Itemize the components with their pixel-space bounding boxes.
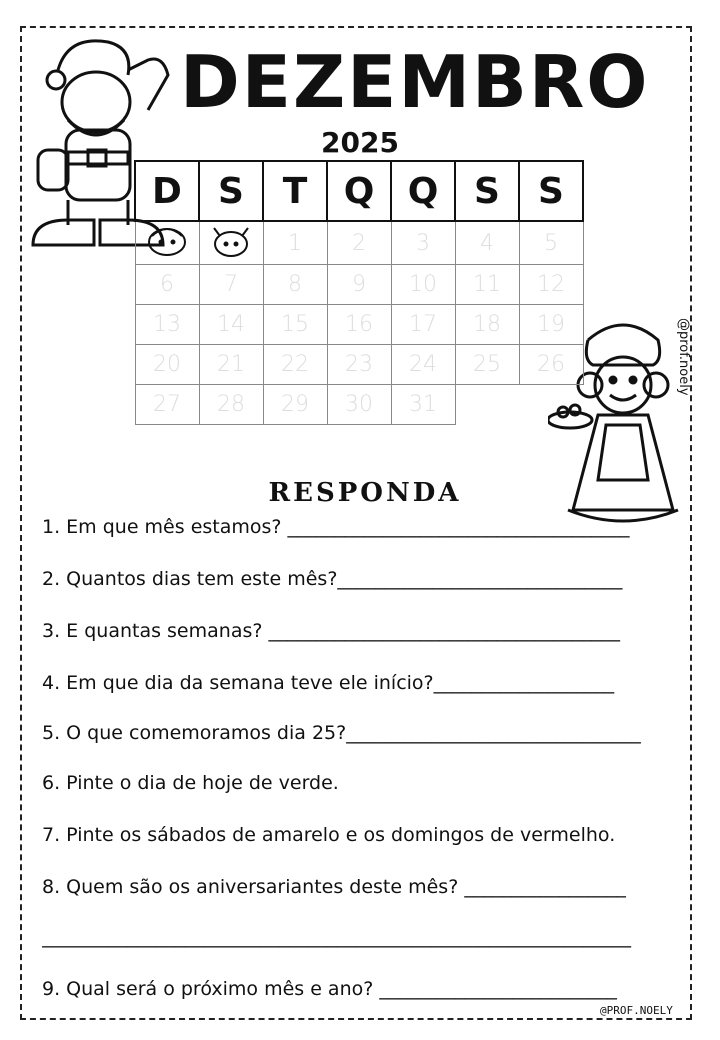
calendar-day-cell: 12 (519, 265, 583, 305)
question-9: 9. Qual será o próximo mês e ano? _________________________ (42, 978, 617, 1000)
year-label: 2025 (321, 126, 399, 159)
calendar-day-cell: 23 (327, 345, 391, 385)
question-5: 5. O que comemoramos dia 25?_______________________________ (42, 722, 641, 744)
calendar-day-cell: 19 (519, 305, 583, 345)
calendar-day-cell (135, 221, 199, 265)
question-8: 8. Quem são os aniversariantes deste mês? _________________ (42, 876, 626, 898)
calendar-day-cell: 27 (135, 385, 199, 425)
calendar-day-cell: 3 (391, 221, 455, 265)
calendar-day-cell: 31 (391, 385, 455, 425)
calendar-day-cell: 14 (199, 305, 263, 345)
calendar-day-cell: 1 (263, 221, 327, 265)
weekday-header: S (455, 161, 519, 221)
weekday-header: S (519, 161, 583, 221)
section-title: RESPONDA (268, 478, 462, 508)
calendar-day-cell: 29 (263, 385, 327, 425)
weekday-header-row (135, 161, 583, 221)
calendar-day-cell: 15 (263, 305, 327, 345)
calendar-day-cell: 21 (199, 345, 263, 385)
calendar-day-cell: 24 (391, 345, 455, 385)
calendar-day-cell: 9 (327, 265, 391, 305)
calendar-day-cell: 8 (263, 265, 327, 305)
calendar-day-cell: 18 (455, 305, 519, 345)
reindeer-face-icon (208, 222, 254, 258)
weekday-header: Q (327, 161, 391, 221)
side-credit: @prof.noely (676, 318, 691, 396)
calendar-day-cell: 2 (327, 221, 391, 265)
calendar-table (134, 160, 584, 425)
calendar-week-row (135, 265, 583, 305)
weekday-header: S (199, 161, 263, 221)
calendar-day-cell: 22 (263, 345, 327, 385)
snowman-face-icon (144, 222, 190, 258)
weekday-header: D (135, 161, 199, 221)
calendar-day-cell: 30 (327, 385, 391, 425)
question-2: 2. Quantos dias tem este mês?______________________________ (42, 568, 623, 590)
weekday-header: Q (391, 161, 455, 221)
bottom-credit: @PROF.NOELY (600, 1004, 673, 1017)
calendar-week-row (135, 221, 583, 265)
question-7: 7. Pinte os sábados de amarelo e os domingos de vermelho. (42, 824, 616, 846)
calendar-week-row (135, 345, 583, 385)
question-1: 1. Em que mês estamos? ____________________________________ (42, 516, 630, 538)
calendar-day-cell: 7 (199, 265, 263, 305)
calendar-day-cell: 5 (519, 221, 583, 265)
question-6: 6. Pinte o dia de hoje de verde. (42, 772, 339, 794)
page-title: DEZEMBRO (180, 40, 650, 124)
calendar-week-row (135, 305, 583, 345)
answer-line: ______________________________________________________________ (42, 926, 631, 948)
calendar-day-cell: 20 (135, 345, 199, 385)
calendar-empty-cell (519, 385, 583, 425)
calendar-day-cell: 17 (391, 305, 455, 345)
calendar-day-cell: 11 (455, 265, 519, 305)
calendar-day-cell: 4 (455, 221, 519, 265)
calendar-day-cell: 6 (135, 265, 199, 305)
question-3: 3. E quantas semanas? _____________________________________ (42, 620, 620, 642)
calendar-day-cell: 26 (519, 345, 583, 385)
calendar-day-cell: 25 (455, 345, 519, 385)
calendar-day-cell: 28 (199, 385, 263, 425)
calendar-day-cell: 13 (135, 305, 199, 345)
question-4: 4. Em que dia da semana teve ele início?___________________ (42, 672, 615, 694)
calendar-week-row (135, 385, 583, 425)
weekday-header: T (263, 161, 327, 221)
calendar-day-cell: 10 (391, 265, 455, 305)
calendar-empty-cell (455, 385, 519, 425)
calendar-day-cell: 16 (327, 305, 391, 345)
calendar-day-cell (199, 221, 263, 265)
